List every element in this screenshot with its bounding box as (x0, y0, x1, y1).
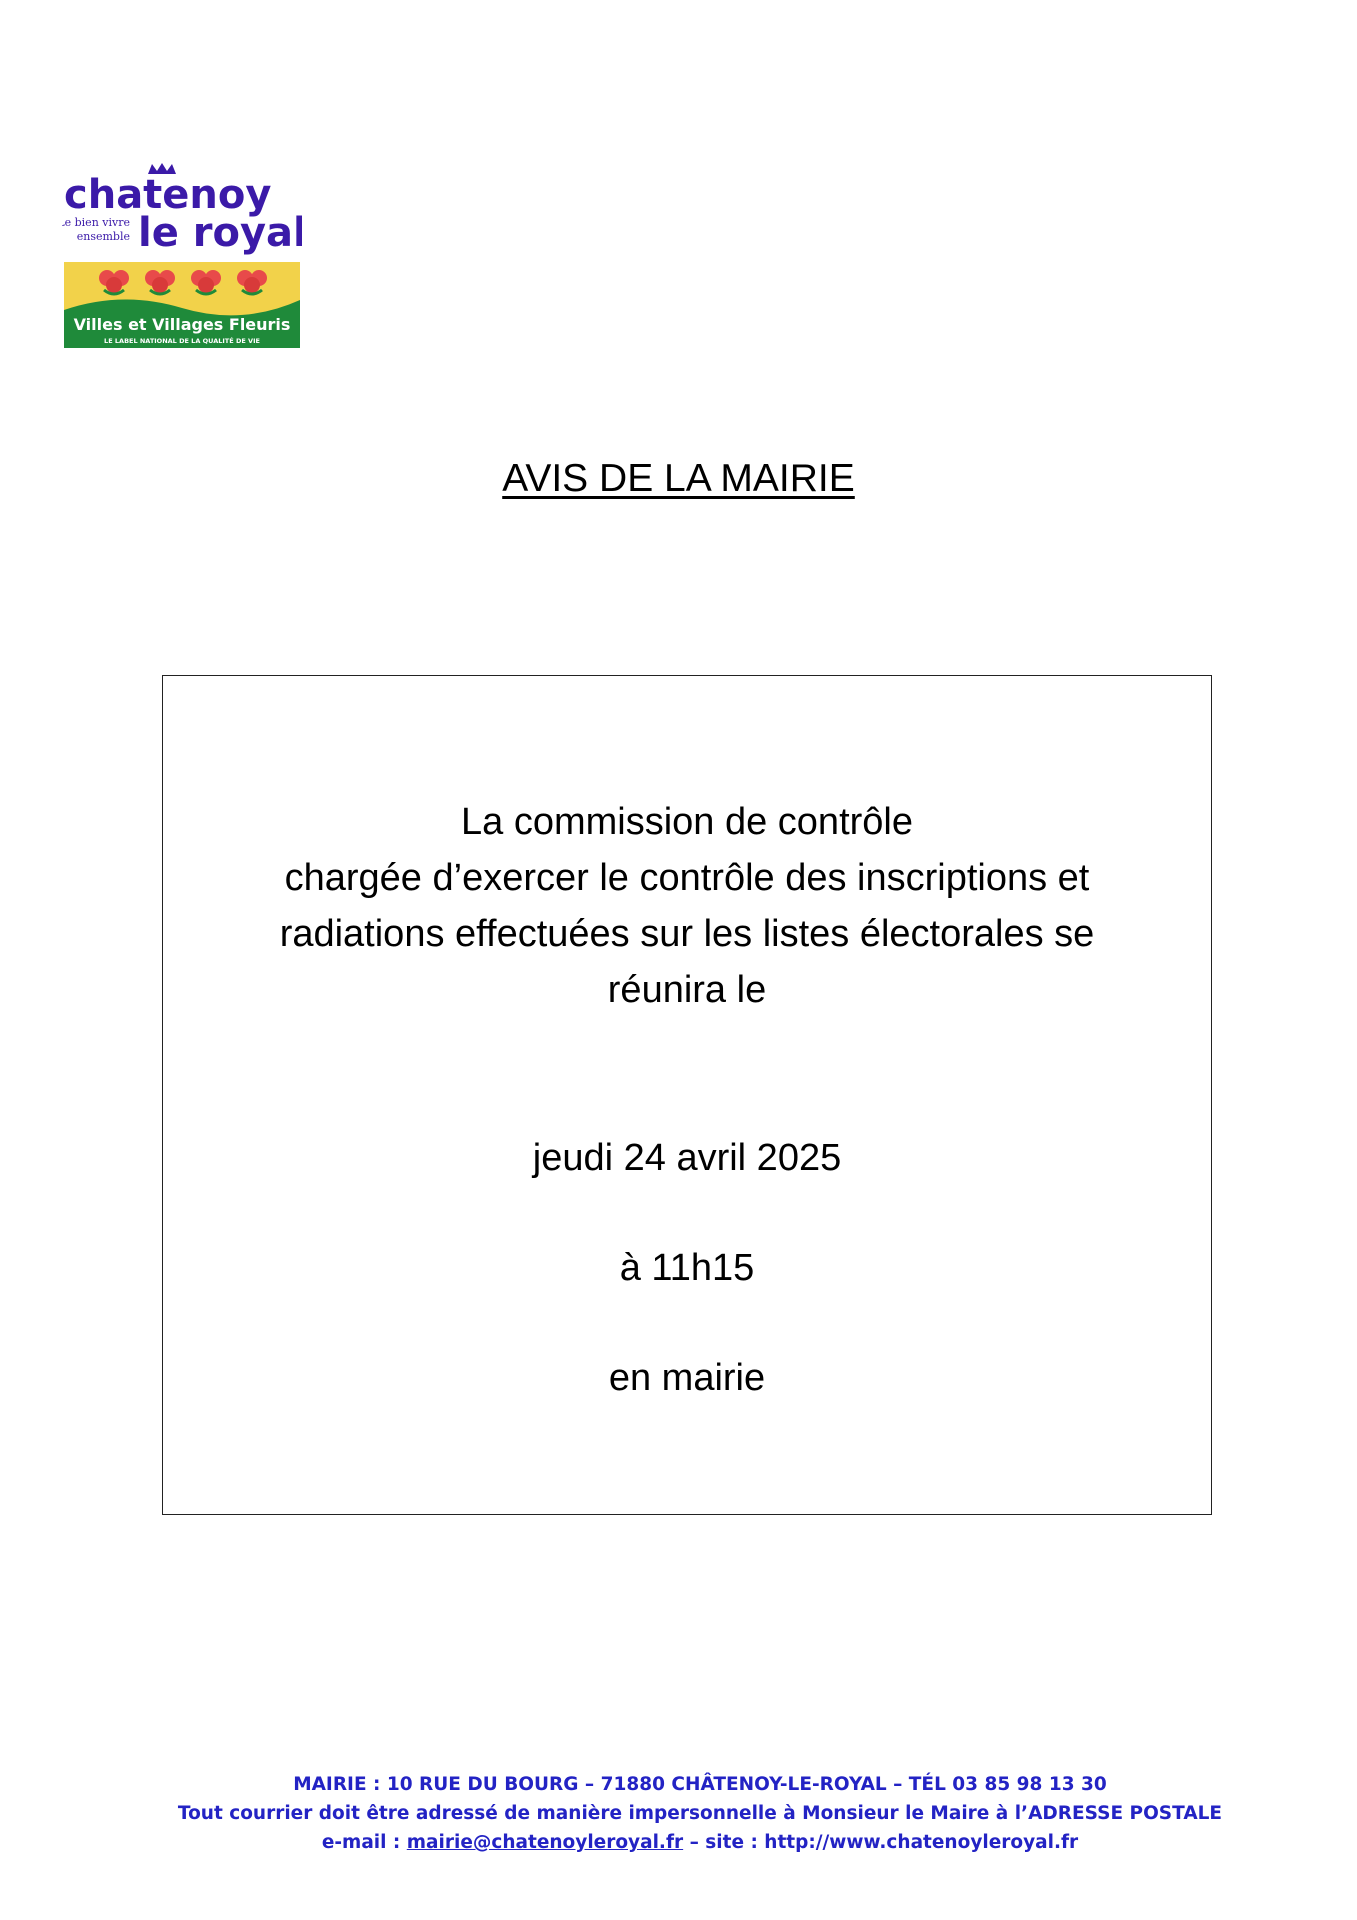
footer-address: MAIRIE : 10 RUE DU BOURG – 71880 CHÂTENOY-LE-ROYAL – TÉL 03 85 98 13 30 (293, 1774, 1107, 1795)
footer-site-label: – site : (683, 1832, 765, 1853)
footer-contact-line (150, 1828, 1250, 1857)
notice-line-4: réunira le (607, 969, 767, 1011)
notice-line-3: radiations effectuées sur les listes électorales se (279, 913, 1095, 955)
chatenoy-logo-graphic (62, 160, 302, 350)
logo-town-line1: chatenoy (64, 172, 272, 218)
email-link[interactable]: mairie@chatenoyleroyal.fr (406, 1832, 684, 1853)
meeting-time: à 11h15 (619, 1247, 755, 1289)
logo-town-line2: le royal (138, 210, 302, 256)
footer (150, 1770, 1250, 1857)
label-title: Villes et Villages Fleuris (73, 315, 291, 334)
notice-box (162, 675, 1212, 1515)
label-subtitle: LE LABEL NATIONAL DE LA QUALITÉ DE VIE (104, 337, 260, 345)
website-link[interactable]: http://www.chatenoyleroyal.fr (764, 1832, 1079, 1853)
page-title: AVIS DE LA MAIRIE (502, 457, 855, 500)
logo-tagline-line2: ensemble (76, 230, 130, 243)
meeting-date: jeudi 24 avril 2025 (532, 1137, 842, 1179)
footer-mail-notice: Tout courrier doit être adressé de manière impersonnelle à Monsieur le Maire à l’ADRESSE POSTALE (177, 1803, 1223, 1824)
town-logo (62, 160, 302, 350)
footer-email-label: e-mail : (321, 1832, 407, 1853)
notice-line-1: La commission de contrôle (461, 801, 913, 843)
logo-tagline-line1: Le bien vivre (62, 216, 130, 229)
meeting-place: en mairie (608, 1357, 766, 1399)
notice-line-2: chargée d’exercer le contrôle des inscriptions et (284, 857, 1090, 899)
